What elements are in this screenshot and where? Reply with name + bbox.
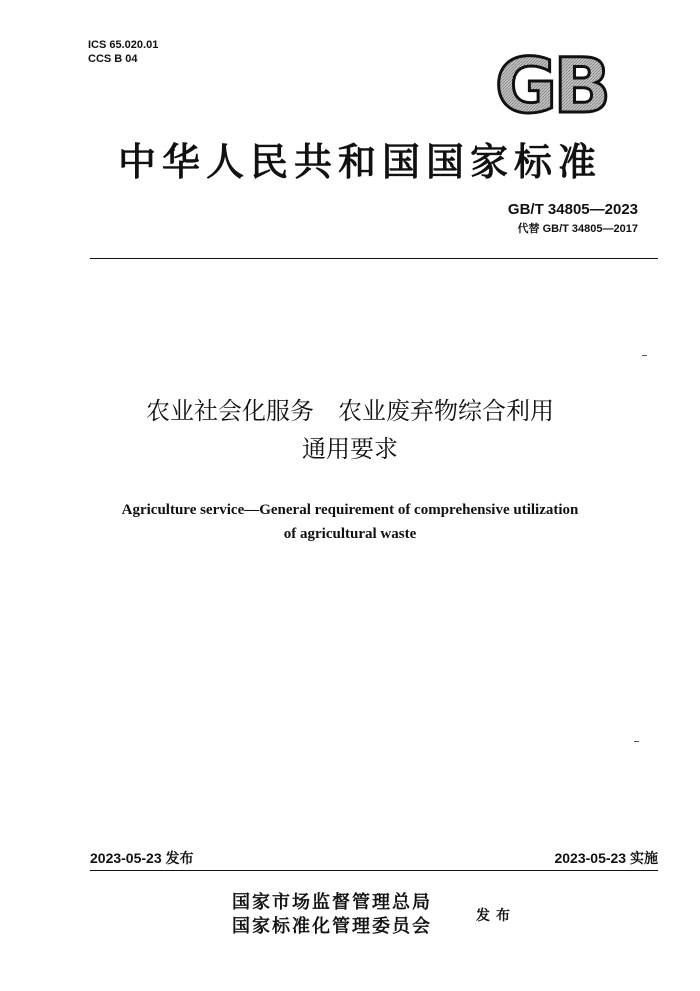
ccs-code: CCS B 04 [88, 53, 138, 65]
english-title-line-2: of agricultural waste [283, 526, 417, 542]
ics-code: ICS 65.020.01 [88, 39, 159, 51]
issued-label: 发布 [476, 908, 516, 924]
gb-logo [481, 48, 621, 118]
bottom-divider [90, 870, 658, 871]
scan-mark [642, 355, 647, 356]
implementation-date: 2023-05-23 实施 [554, 850, 658, 866]
date-row [90, 848, 658, 868]
replaces-standard: 代替 GB/T 34805—2017 [517, 223, 638, 235]
english-title-line-1: Agriculture service—General requirement of comprehensive utilization [121, 502, 579, 518]
top-divider [90, 258, 658, 259]
issue-date: 2023-05-23 发布 [90, 850, 194, 866]
scan-mark [634, 741, 639, 742]
english-title [40, 498, 660, 546]
chinese-title-line-1: 农业社会化服务 农业废弃物综合利用 [146, 397, 554, 425]
issuing-authorities [232, 891, 432, 939]
standard-number: GB/T 34805—2023 [507, 201, 638, 218]
chinese-title [40, 392, 660, 468]
standard-type-heading: 中华人民共和国国家标准 [117, 139, 602, 184]
standard-codes [508, 200, 638, 238]
issuer-sac: 国家标准化管理委员会 [232, 916, 432, 937]
chinese-title-line-2: 通用要求 [302, 435, 398, 463]
classification-codes [88, 38, 158, 66]
issuer-samr: 国家市场监督管理总局 [232, 892, 432, 913]
gb-logo-text: GB [494, 48, 608, 118]
